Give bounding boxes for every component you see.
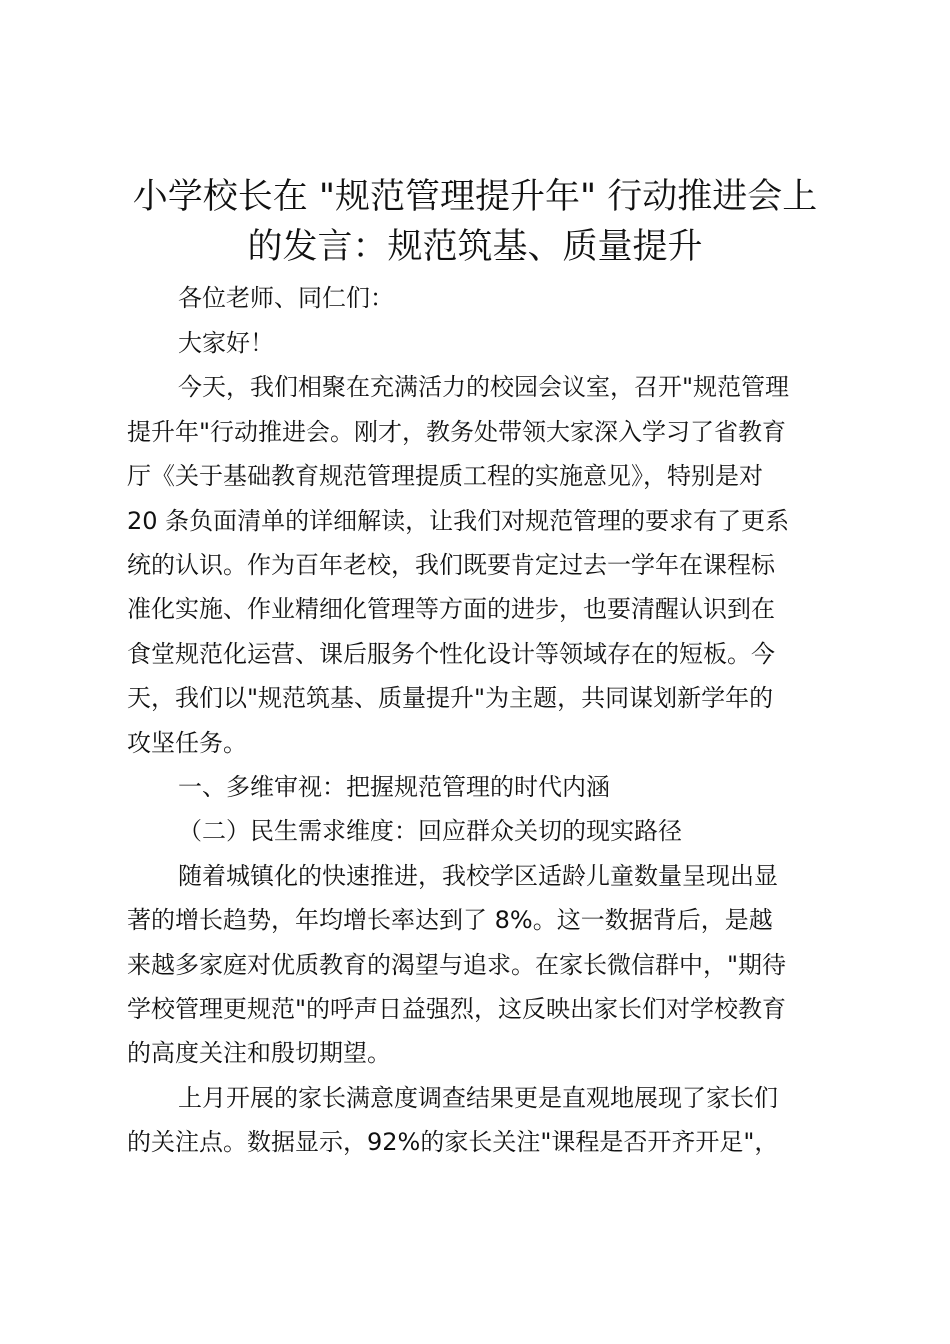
paragraph-line: 统的认识。作为百年老校，我们既要肯定过去一学年在课程标 xyxy=(127,551,775,579)
paragraph-line: 的关注点。数据显示，92%的家长关注"课程是否开齐开足"， xyxy=(127,1128,779,1156)
paragraph-line: 攻坚任务。 xyxy=(127,729,247,757)
paragraph-line: 20 条负面清单的详细解读，让我们对规范管理的要求有了更系 xyxy=(127,507,790,535)
salutation: 各位老师、同仁们： xyxy=(178,284,394,312)
paragraph-line: 天，我们以"规范筑基、质量提升"为主题，共同谋划新学年的 xyxy=(127,684,774,712)
paragraph-line: 食堂规范化运营、课后服务个性化设计等领域存在的短板。今 xyxy=(127,640,775,668)
greeting: 大家好！ xyxy=(178,329,274,357)
paragraph-line: 来越多家庭对优质教育的渴望与追求。在家长微信群中，"期待 xyxy=(127,951,787,979)
paragraph-line: 上月开展的家长满意度调查结果更是直观地展现了家长们 xyxy=(178,1084,778,1112)
section-heading: 一、多维审视：把握规范管理的时代内涵 xyxy=(178,773,610,801)
paragraph-line: 厅《关于基础教育规范管理提质工程的实施意见》，特别是对 xyxy=(127,462,763,490)
paragraph-line: 随着城镇化的快速推进，我校学区适龄儿童数量呈现出显 xyxy=(178,862,778,890)
paragraph-line: 今天，我们相聚在充满活力的校园会议室，召开"规范管理 xyxy=(178,373,790,401)
paragraph-line: 准化实施、作业精细化管理等方面的进步，也要清醒认识到在 xyxy=(127,595,775,623)
paragraph-line: 学校管理更规范"的呼声日益强烈，这反映出家长们对学校教育 xyxy=(127,995,787,1023)
paragraph-line: 提升年"行动推进会。刚才，教务处带领大家深入学习了省教育 xyxy=(127,418,787,446)
paragraph-line: 著的增长趋势，年均增长率达到了 8%。这一数据背后，是越 xyxy=(127,906,773,934)
subsection-heading: （二）民生需求维度：回应群众关切的现实路径 xyxy=(178,817,682,845)
paragraph-line: 的高度关注和殷切期望。 xyxy=(127,1039,391,1067)
document-title-line-1: 小学校长在 "规范管理提升年" 行动推进会上 xyxy=(132,177,818,217)
document-title-line-2: 的发言：规范筑基、质量提升 xyxy=(247,227,703,267)
